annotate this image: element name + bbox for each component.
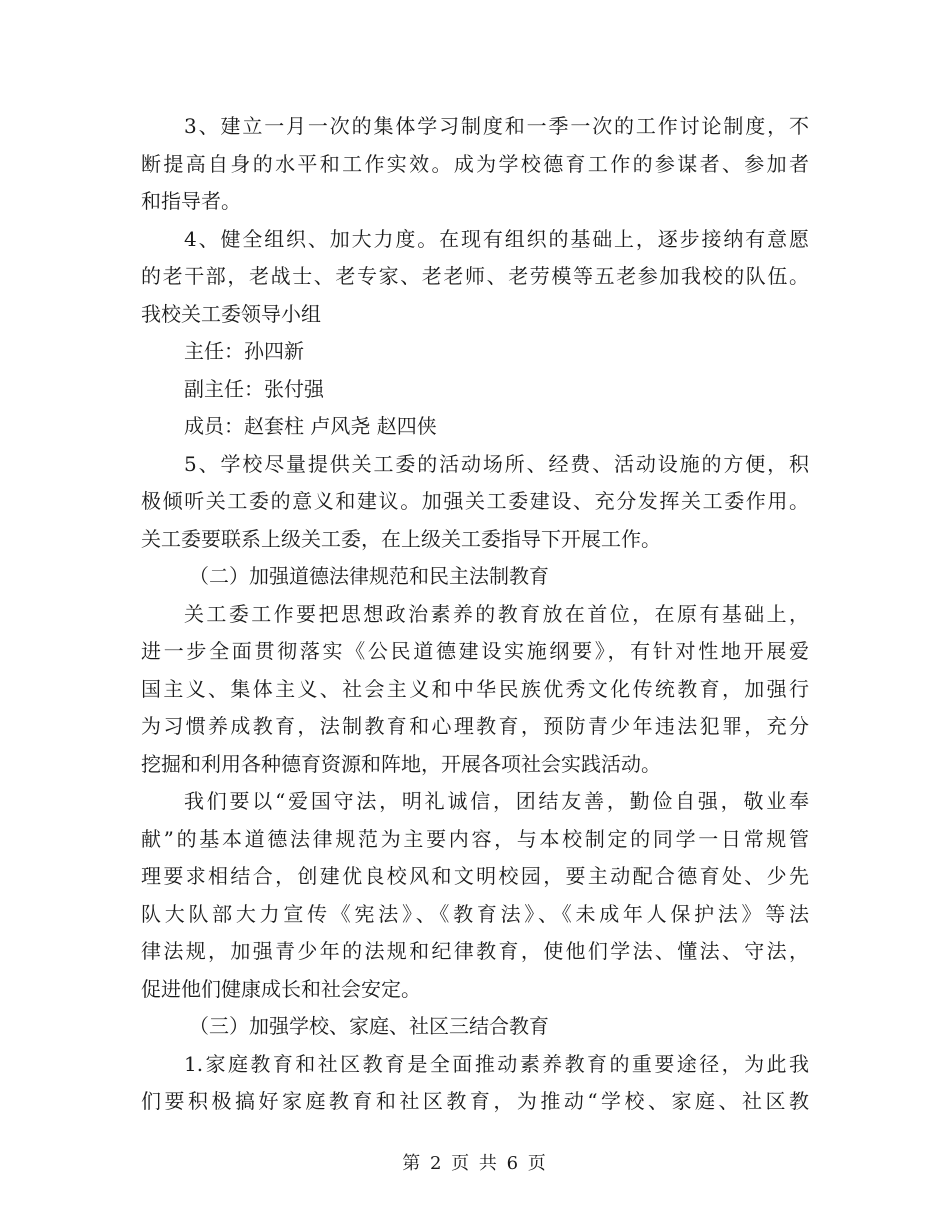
paragraph-line: 4、健全组织、加大力度。在现有组织的基础上，逐步接纳有意愿 [184, 226, 809, 251]
paragraph-line: 律法规，加强青少年的法规和纪律教育，使他们学法、懂法、守法， [141, 939, 809, 963]
paragraph-line: 献”的基本道德法律规范为主要内容，与本校制定的同学一日常规管 [141, 826, 809, 851]
committee-members: 成员：赵套柱 卢风尧 赵四侠 [184, 414, 437, 438]
paragraph-line: 1.家庭教育和社区教育是全面推动素养教育的重要途径，为此我 [184, 1051, 809, 1076]
paragraph-line: 为习惯养成教育，法制教育和心理教育，预防青少年违法犯罪，充分 [141, 714, 809, 738]
paragraph-line: 5、学校尽量提供关工委的活动场所、经费、活动设施的方便，积 [184, 451, 809, 476]
paragraph-line: 断提高自身的水平和工作实效。成为学校德育工作的参谋者、参加者 [141, 151, 809, 176]
section-heading: （二）加强道德法律规范和民主法制教育 [189, 564, 549, 588]
paragraph-line: 3、建立一月一次的集体学习制度和一季一次的工作讨论制度，不 [184, 114, 809, 138]
paragraph-line: 国主义、集体主义、社会主义和中华民族优秀文化传统教育，加强行 [141, 676, 809, 701]
paragraph-line: 挖掘和利用各种德育资源和阵地，开展各项社会实践活动。 [141, 751, 661, 776]
paragraph-line: 我们要以“爱国守法，明礼诚信，团结友善，勤俭自强，敬业奉 [184, 789, 809, 813]
paragraph-line: 促进他们健康成长和社会安定。 [141, 976, 421, 1001]
paragraph-line: 的老干部，老战士、老专家、老老师、老劳模等五老参加我校的队伍。 [141, 264, 809, 288]
page-number-footer: 第 2 页 共 6 页 [402, 1153, 548, 1174]
paragraph-line: 们要积极搞好家庭教育和社区教育，为推动“学校、家庭、社区教 [141, 1089, 809, 1113]
paragraph-line: 我校关工委领导小组 [141, 301, 321, 326]
paragraph-line: 关工委要联系上级关工委，在上级关工委指导下开展工作。 [141, 526, 661, 551]
committee-director: 主任：孙四新 [184, 339, 304, 363]
paragraph-line: 极倾听关工委的意义和建议。加强关工委建设、充分发挥关工委作用。 [141, 489, 809, 513]
committee-deputy-director: 副主任：张付强 [184, 376, 324, 401]
paragraph-line: 和指导者。 [141, 189, 241, 213]
paragraph-line: 队大队部大力宣传《宪法》、《教育法》、《未成年人保护法》等法 [141, 901, 809, 926]
document-body [141, 108, 809, 1121]
paragraph-line: 进一步全面贯彻落实《公民道德建设实施纲要》，有针对性地开展爱 [141, 639, 809, 663]
paragraph-line: 关工委工作要把思想政治素养的教育放在首位，在原有基础上， [184, 601, 809, 626]
section-heading: （三）加强学校、家庭、社区三结合教育 [189, 1014, 549, 1038]
paragraph-line: 理要求相结合，创建优良校风和文明校园，要主动配合德育处、少先 [141, 864, 809, 888]
